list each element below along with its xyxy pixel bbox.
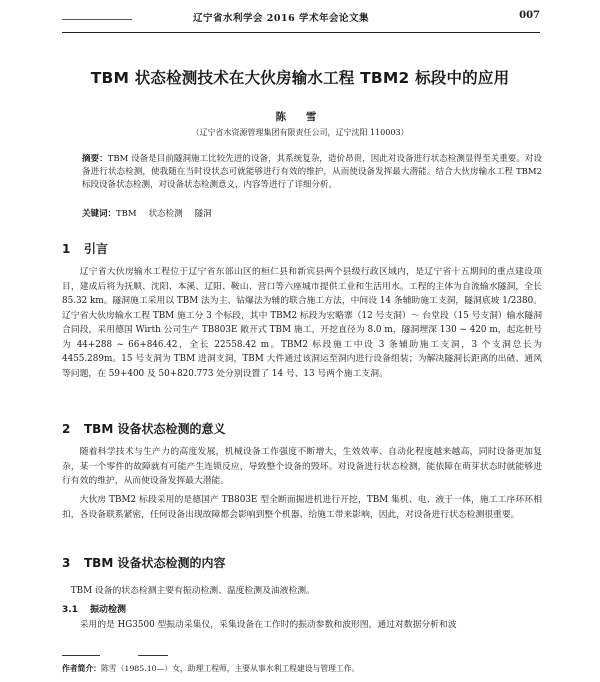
- section-title: TBM 设备状态检测的意义: [84, 422, 226, 436]
- subsection-title: 振动检测: [90, 605, 127, 615]
- section-heading: [62, 554, 225, 571]
- keywords-label: 关键词：: [82, 209, 117, 219]
- keyword: TBM: [116, 209, 137, 219]
- section-number: 3: [62, 556, 71, 570]
- keywords: [82, 208, 542, 221]
- abstract: [82, 153, 542, 192]
- abstract-text: TBM 设备是目前隧洞施工比较先进的设备，其系统复杂，造价昂贵，因此对设备进行状态检测显得至关重要。对设备进行状态检测，使我随在当时设状态可就能够进行有效的维护，从而使设备发挥最大潜能。结合大伙房输水工程 TBM2 标段设备状态检测，对设备状态检测意义，内容等进行了详细分析。: [82, 154, 542, 190]
- footnote-text: 陈雪（1985.10—）女，助理工程师，主要从事水利工程建设与管理工作。: [100, 664, 360, 673]
- footnote-label: 作者简介：: [62, 664, 101, 673]
- section-heading: [62, 420, 225, 437]
- section-title: TBM 设备状态检测的内容: [84, 556, 226, 570]
- section-number: 1: [62, 242, 71, 256]
- running-header: [62, 10, 540, 33]
- paper-title: TBM 状态检测技术在大伙房输水工程 TBM2 标段中的应用: [90, 69, 510, 87]
- author-name: 陈 雪: [275, 111, 325, 123]
- subsection-heading: [62, 602, 126, 615]
- abstract-label: 摘要：: [82, 154, 108, 164]
- footnote: [62, 663, 542, 674]
- journal-name: 辽宁省水利学会 2016 学术年会论文集: [192, 13, 370, 24]
- author-affiliation: （辽宁省水资源管理集团有限责任公司，辽宁沈阳 110003）: [191, 128, 409, 137]
- footnote-rule: [138, 655, 168, 656]
- footnote-rule: [62, 655, 100, 656]
- page-number: 007: [519, 10, 540, 21]
- keyword: 状态检测: [148, 209, 183, 219]
- section-heading: [62, 240, 108, 257]
- section-paragraph: 辽宁省大伙房输水工程位于辽宁省东部山区的桓仁县和新宾县两个县级行政区域内，是辽宁省十五期间的重点建设项目，建成后将为抚顺、沈阳、本溪、辽阳、鞍山、营口等六座城市提供工业和生活用水。工程的主体为自流输水隧洞，全长 85.32 km。隧洞施工采用以 TBM 法为主、钻爆法为辅的联合施工方法，中间设 14 条辅助施工支洞，隧洞底坡 1/2380。辽宁省大伙房输水工程 TBM 施工分 3 个标段，其中 TBM2 标段为宏略寨（12 号支洞）～ 台堂段（15 号支洞）输水隧洞合同段，采用德国 Wirth 公司生产 TB803E 敞开式 TBM 施工，开挖直径为 8.0 m，隧洞埋深 130 ~ 420 m，起迄桩号为 44+288 ~ 66+846.42，全长 22558.42 m。TBM2 标段施工中设 3 条辅助施工支洞，3 个支洞总长为 4455.289m。15 号支洞为 TBM 进洞支洞，TBM 大件通过该洞运至洞内进行设备组装；为解决隧洞长距离的出碴、通风等问题，在 59+400 及 50+820.773 处分别设置了 14 号、13 号两个施工支洞。: [62, 267, 542, 379]
- subsection-paragraph: 采用的是 HG3500 型振动采集仪，采集设备在工作时的振动参数和波形图，通过对数据分析和波: [79, 620, 457, 630]
- section-paragraph: TBM 设备的状态检测主要有振动检测、温度检测及油液检测。: [70, 586, 315, 596]
- section-paragraph: 大伙房 TBM2 标段采用的是德国产 TB803E 型全断面掘进机进行开挖，TBM 集机、电、液于一体，施工工序环环相扣，各设备联系紧密，任何设备出现故障都会影响到整个机器、给施工带来影响，因此，对设备进行状态检测很重要。: [62, 495, 542, 520]
- section-title: 引言: [84, 242, 109, 256]
- section-paragraph: 随着科学技术与生产力的高度发展，机械设备工作强度不断增大，生效效率、自动化程度越来越高，同时设备更加复杂，某一个零件的故障就有可能产生连锁反应，导致整个设备的毁坏。对设备进行状态检测，能依障在萌芽状态时就能够进行有效的维护，从而使设备发挥最大潜能。: [62, 447, 542, 486]
- keyword: 隧洞: [194, 209, 212, 219]
- section-number: 2: [62, 422, 71, 436]
- subsection-number: 3.1: [62, 605, 78, 615]
